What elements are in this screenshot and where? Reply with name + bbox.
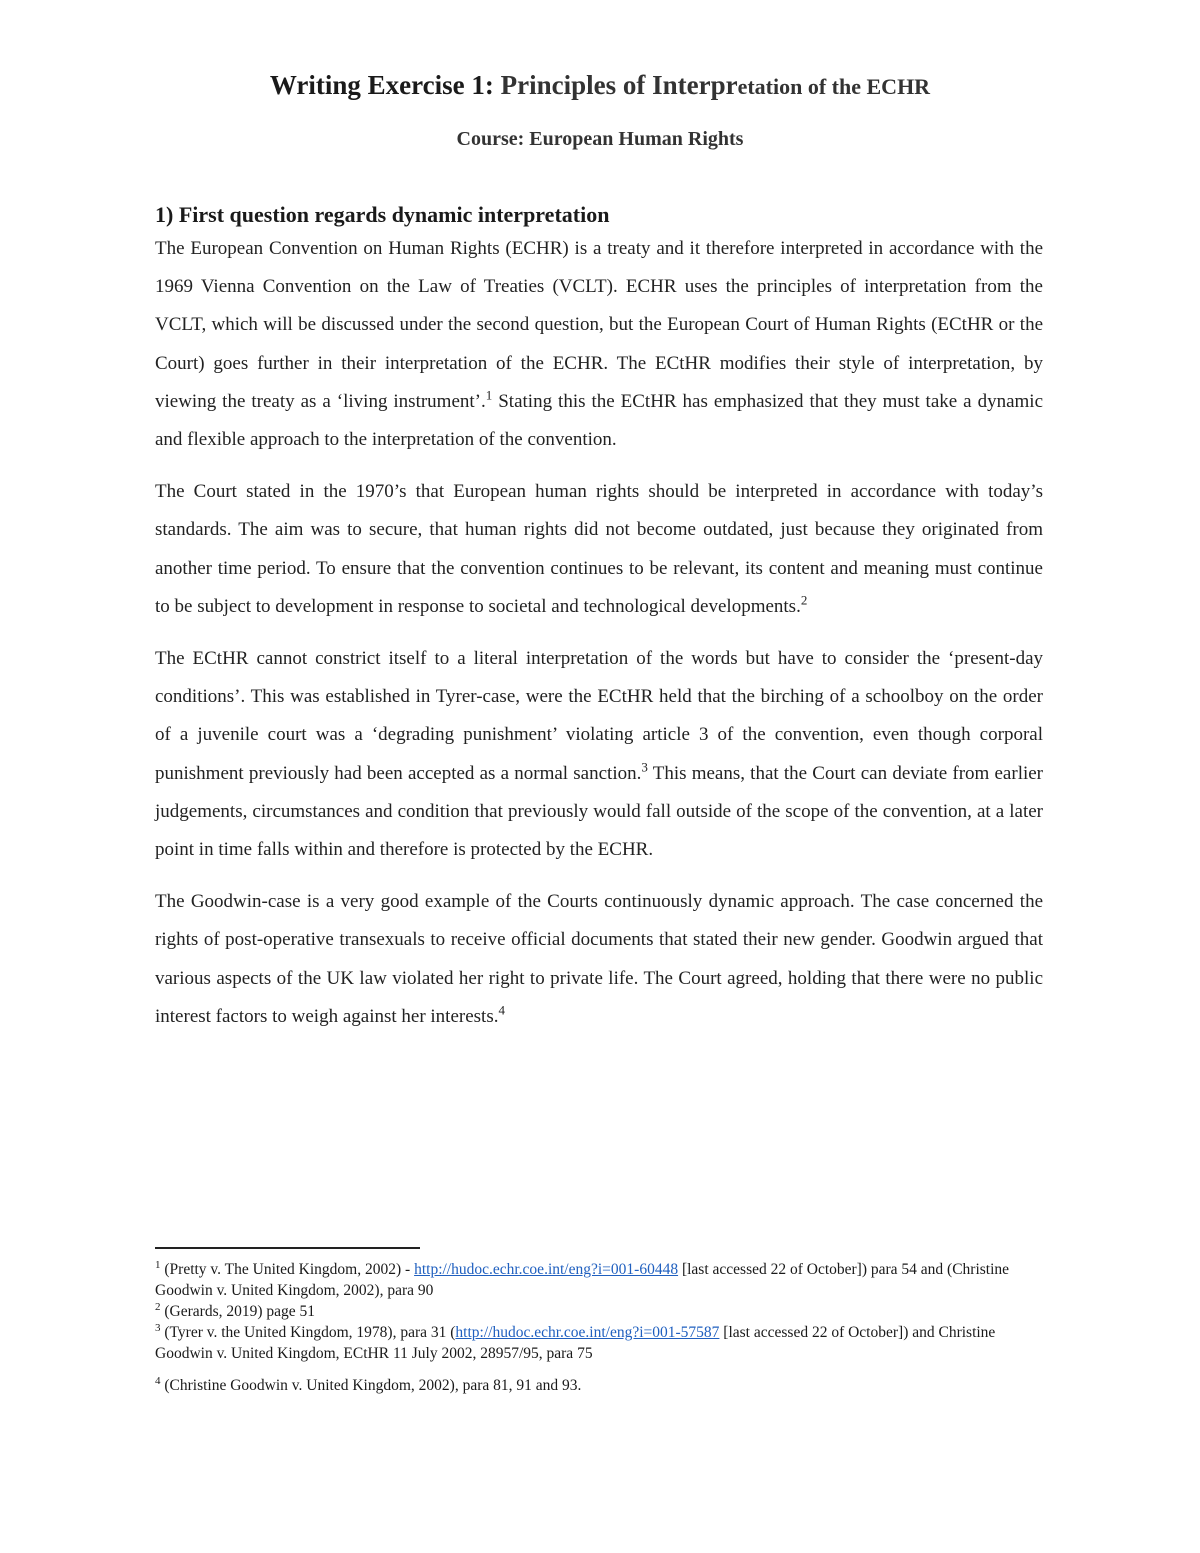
paragraph-1: [155, 230, 1043, 459]
title-part-3: etation of the ECHR: [737, 74, 931, 99]
footnote-ref-1[interactable]: 1: [485, 387, 493, 403]
paragraph-2-text: The Court stated in the 1970’s that European human rights should be interpreted in accordance with today’s standards. The aim was to secure, that human rights did not become outdated, just because they originated from another time period. To ensure that the convention continues to be relevant, its content and meaning must continue to be subject to development in response to societal and technological developments.: [155, 481, 1043, 617]
footnotes: [155, 1259, 1043, 1396]
footnote-2: [155, 1301, 1043, 1322]
footnote-number: 2: [155, 1300, 161, 1313]
footnote-number: 3: [155, 1321, 161, 1334]
document-body: [155, 200, 1043, 1050]
footnote-4: [155, 1375, 1043, 1396]
footnote-number: 4: [155, 1374, 161, 1387]
paragraph-3-text-b: This means, that the Court can deviate from earlier judgements, circumstances and condition that previously would fall outside of the scope of the convention, at a later point in time falls within and therefore is protected by the ECHR.: [155, 762, 1044, 861]
footnote-ref-4[interactable]: 4: [498, 1002, 505, 1018]
paragraph-1-text-b: Stating this the ECtHR has emphasized that they must take a dynamic and flexible approach to the interpretation of the convention.: [155, 390, 1043, 451]
footnote-number: 1: [155, 1258, 161, 1271]
footnote-separator: [155, 1247, 420, 1249]
footnote-3-text-a: (Tyrer v. the United Kingdom, 1978), para 31 (: [160, 1324, 456, 1341]
paragraph-3: [155, 640, 1043, 869]
footnote-1-link[interactable]: http://hudoc.echr.coe.int/eng?i=001-60448: [414, 1261, 679, 1278]
paragraph-3-text-a: The ECtHR cannot constrict itself to a literal interpretation of the words but have to consider the ‘present-day conditions’. This was established in Tyrer-case, were the ECtHR held that the birching of a schoolboy on the order of a juvenile court was a ‘degrading punishment’ violating article 3 of the convention, even though corporal punishment previously had been accepted as a normal sanction.: [155, 648, 1043, 784]
footnote-ref-2[interactable]: 2: [800, 592, 808, 608]
title-part-1: Writing Exercise 1:: [269, 70, 501, 100]
paragraph-2: [155, 473, 1043, 626]
footnote-3: [155, 1322, 1043, 1364]
paragraph-1-text-a: The European Convention on Human Rights (ECHR) is a treaty and it therefore interpreted in accordance with the 1969 Vienna Convention on the Law of Treaties (VCLT). ECHR uses the principles of interpretation from the VCLT, which will be discussed under the second question, but the European Court of Human Rights (ECtHR or the Court) goes further in their interpretation of the ECHR. The ECtHR modifies their style of interpretation, by viewing the treaty as a ‘living instrument’.: [155, 238, 1043, 412]
course-subtitle: Course: European Human Rights: [456, 128, 744, 150]
footnote-1: [155, 1259, 1043, 1301]
footnote-1-text-b: [last accessed 22 of October]) para 54 and (Christine Goodwin v. United Kingdom, 2002), para 90: [155, 1261, 1010, 1299]
paragraph-4-text: The Goodwin-case is a very good example of the Courts continuously dynamic approach. The case concerned the rights of post-operative transexuals to receive official documents that stated their new gender. Goodwin argued that various aspects of the UK law violated her right to private life. The Court agreed, holding that there were no public interest factors to weigh against her interests.: [155, 891, 1043, 1027]
document-title: [0, 68, 1200, 104]
title-part-2: Principles of Interpr: [500, 70, 738, 100]
footnote-4-text: (Christine Goodwin v. United Kingdom, 2002), para 81, 91 and 93.: [160, 1377, 582, 1394]
footnote-1-text-a: (Pretty v. The United Kingdom, 2002) -: [160, 1261, 415, 1278]
footnote-3-link[interactable]: http://hudoc.echr.coe.int/eng?i=001-57587: [455, 1324, 720, 1341]
footnote-2-text: (Gerards, 2019) page 51: [160, 1303, 316, 1320]
section-heading: 1) First question regards dynamic interpretation: [155, 202, 610, 227]
footnote-ref-3[interactable]: 3: [641, 759, 648, 775]
footnote-3-text-b: [last accessed 22 of October]) and Christine Goodwin v. United Kingdom, ECtHR 11 July 2002, 28957/95, para 75: [155, 1324, 996, 1362]
paragraph-4: [155, 883, 1043, 1036]
